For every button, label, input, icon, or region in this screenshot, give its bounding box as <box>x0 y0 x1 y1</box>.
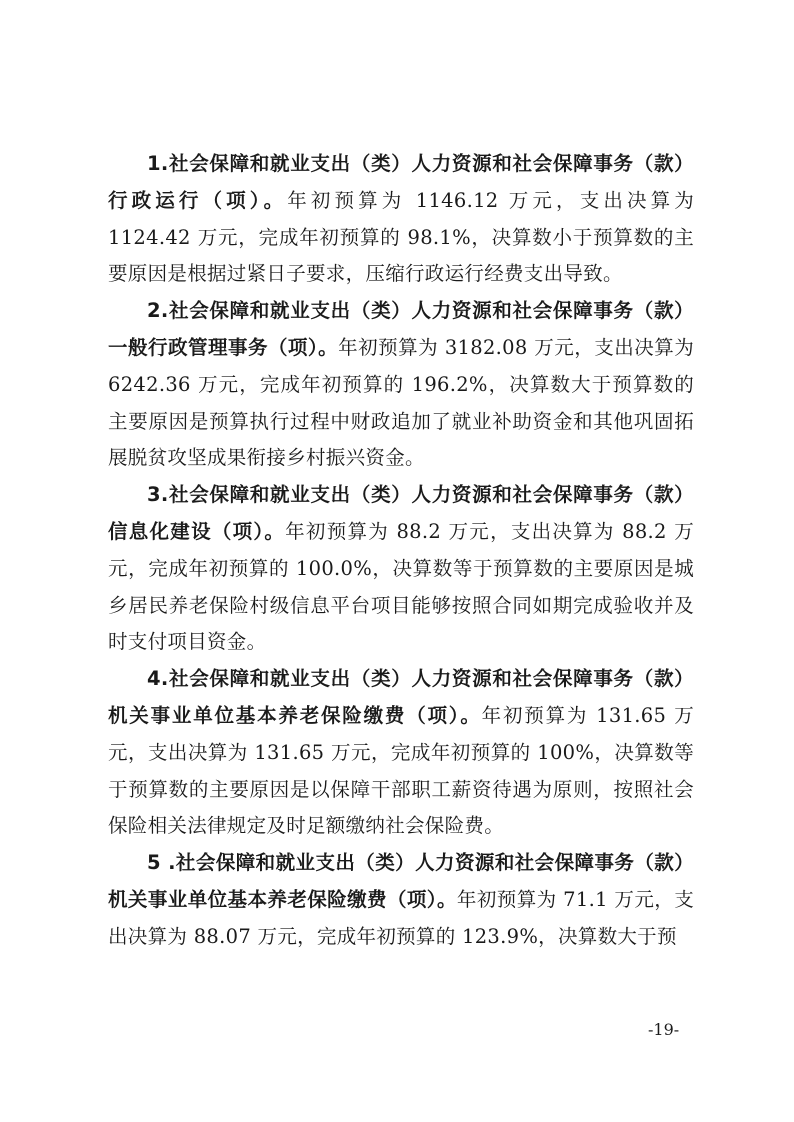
paragraph-4 <box>108 661 694 845</box>
paragraph-4-body: 年初预算为 131.65 万元，支出决算为 131.65 万元，完成年初预算的 100%，决算数等于预算数的主要原因是以保障干部职工薪资待遇为原则，按照社会保险相关法律规定及时足额缴纳社会保险费。 <box>108 703 695 838</box>
paragraph-2 <box>108 293 694 477</box>
paragraph-3 <box>108 477 694 661</box>
paragraph-1 <box>108 146 694 293</box>
paragraph-1-heading: 1.社会保障和就业支出（类）人力资源和社会保障事务（款）行政运行（项）。 <box>108 152 694 212</box>
paragraph-2-body: 年初预算为 3182.08 万元，支出决算为 6242.36 万元，完成年初预算的 196.2%，决算数大于预算数的主要原因是预算执行过程中财政追加了就业补助资金和其他巩固拓展脱贫攻坚成果衔接乡村振兴资金。 <box>108 335 694 470</box>
paragraph-4-heading: 4.社会保障和就业支出（类）人力资源和社会保障事务（款）机关事业单位基本养老保险缴费（项）。 <box>108 667 694 727</box>
paragraph-2-heading: 2.社会保障和就业支出（类）人力资源和社会保障事务（款）一般行政管理事务（项）。 <box>108 299 694 359</box>
paragraph-3-heading: 3.社会保障和就业支出（类）人力资源和社会保障事务（款）信息化建设（项）。 <box>108 483 694 543</box>
paragraph-3-body: 年初预算为 88.2 万元，支出决算为 88.2 万元，完成年初预算的 100.0%，决算数等于预算数的主要原因是城乡居民养老保险村级信息平台项目能够按照合同如期完成验收并及时支付项目资金。 <box>108 519 695 654</box>
paragraph-5-body: 年初预算为 71.1 万元，支出决算为 88.07 万元，完成年初预算的 123.9%，决算数大于预 <box>108 887 694 948</box>
paragraph-1-body: 年初预算为 1146.12 万元，支出决算为 1124.42 万元，完成年初预算的 98.1%，决算数小于预算数的主要原因是根据过紧日子要求，压缩行政运行经费支出导致。 <box>108 188 694 286</box>
paragraph-5-heading: 5 .社会保障和就业支出（类）人力资源和社会保障事务（款）机关事业单位基本养老保险缴费（项）。 <box>108 851 694 911</box>
page-number: -19- <box>648 1020 680 1039</box>
document-body <box>108 146 694 956</box>
paragraph-5 <box>108 845 694 955</box>
